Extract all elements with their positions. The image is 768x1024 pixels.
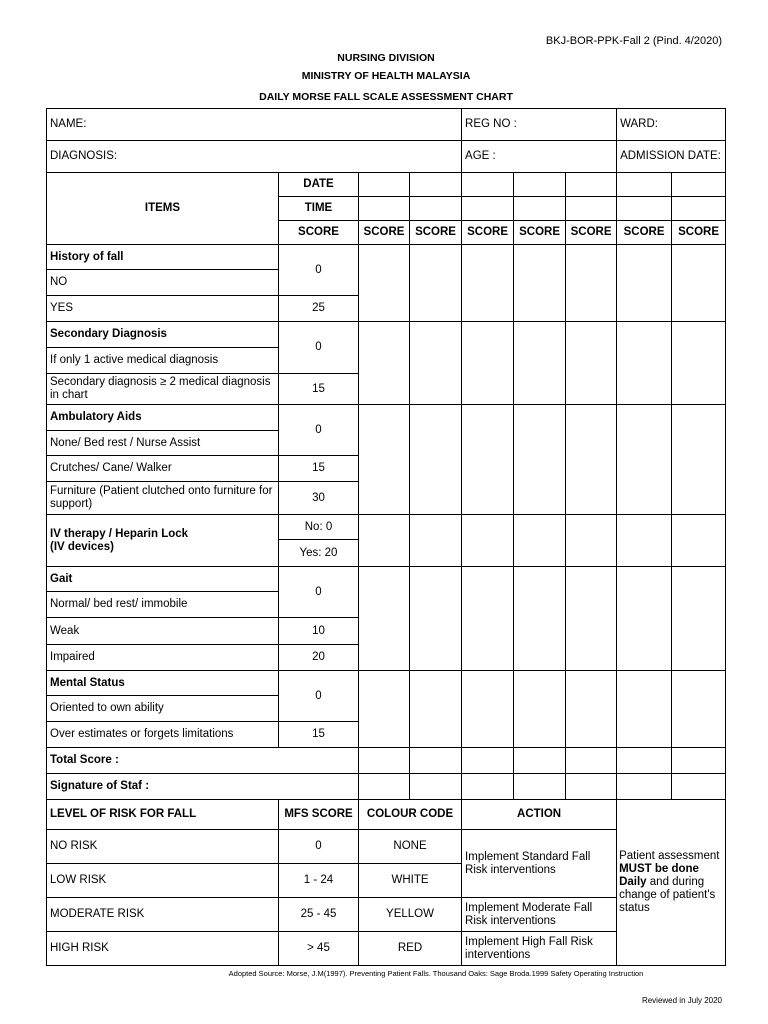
score-entry[interactable] — [672, 405, 726, 515]
score-entry[interactable] — [514, 405, 566, 515]
score-entry[interactable] — [359, 567, 410, 671]
score-entry[interactable] — [462, 405, 514, 515]
ambulatory-crutches: Crutches/ Cane/ Walker — [47, 456, 279, 482]
score-col-header: SCORE — [410, 221, 462, 245]
patient-row-1 — [47, 109, 726, 141]
score-entry[interactable] — [672, 322, 726, 405]
ward-field[interactable]: WARD: — [617, 109, 726, 141]
date-label: DATE — [279, 173, 359, 197]
signature-cell[interactable] — [359, 774, 410, 800]
mfs-score-header: MFS SCORE — [279, 800, 359, 830]
division-heading: NURSING DIVISION — [337, 52, 435, 64]
chart-title: DAILY MORSE FALL SCALE ASSESSMENT CHART — [259, 91, 513, 103]
ambulatory-furniture-score: 30 — [279, 482, 359, 515]
score-entry[interactable] — [462, 671, 514, 748]
reviewed-date: Reviewed in July 2020 — [641, 996, 722, 1005]
action-moderate: Implement Moderate Fall Risk interventions — [462, 898, 617, 932]
colour-code-header: COLOUR CODE — [359, 800, 462, 830]
score-entry[interactable] — [514, 245, 566, 322]
score-entry[interactable] — [462, 515, 514, 567]
admission-date-field[interactable]: ADMISSION DATE: — [617, 141, 726, 173]
risk-level: LOW RISK — [47, 864, 279, 898]
score-entry[interactable] — [617, 671, 672, 748]
secondary-two: Secondary diagnosis ≥ 2 medical diagnosis in chart — [47, 374, 279, 405]
assessment-note — [617, 800, 726, 966]
score-col-header: SCORE — [672, 221, 726, 245]
history-yes: YES — [47, 296, 279, 322]
score-entry[interactable] — [410, 322, 462, 405]
total-cell[interactable] — [566, 748, 617, 774]
score-entry[interactable] — [617, 515, 672, 567]
ambulatory-none: None/ Bed rest / Nurse Assist — [47, 431, 279, 456]
score-entry[interactable] — [514, 322, 566, 405]
secondary-one: If only 1 active medical diagnosis — [47, 348, 279, 374]
risk-level: NO RISK — [47, 830, 279, 864]
score-entry[interactable] — [359, 322, 410, 405]
gait-weak-score: 10 — [279, 618, 359, 645]
time-cell[interactable] — [410, 197, 462, 221]
ambulatory-none-score: 0 — [279, 405, 359, 456]
history-no: NO — [47, 270, 279, 296]
action-standard: Implement Standard Fall Risk interventions — [462, 830, 617, 898]
history-title: History of fall — [47, 245, 279, 270]
gait-impaired: Impaired — [47, 645, 279, 671]
time-label: TIME — [279, 197, 359, 221]
score-entry[interactable] — [672, 515, 726, 567]
score-entry[interactable] — [410, 515, 462, 567]
iv-title — [47, 515, 279, 567]
ambulatory-crutches-score: 15 — [279, 456, 359, 482]
assessment-table-main — [46, 108, 726, 966]
score-col-header: SCORE — [462, 221, 514, 245]
score-entry[interactable] — [462, 245, 514, 322]
date-cell[interactable] — [617, 173, 672, 197]
mental-title-row — [47, 671, 726, 696]
risk-mfs: 25 - 45 — [279, 898, 359, 932]
score-entry[interactable] — [410, 405, 462, 515]
date-row — [47, 173, 726, 197]
date-cell[interactable] — [514, 173, 566, 197]
score-entry[interactable] — [617, 322, 672, 405]
score-col-header: SCORE — [359, 221, 410, 245]
score-entry[interactable] — [566, 671, 617, 748]
total-cell[interactable] — [462, 748, 514, 774]
iv-title-line2: (IV devices) — [50, 540, 114, 553]
score-entry[interactable] — [672, 671, 726, 748]
score-entry[interactable] — [410, 245, 462, 322]
score-entry[interactable] — [462, 322, 514, 405]
time-cell[interactable] — [359, 197, 410, 221]
signature-label: Signature of Staf : — [47, 774, 359, 800]
time-cell[interactable] — [462, 197, 514, 221]
note-pre: Patient assessment — [619, 850, 720, 862]
mental-title: Mental Status — [47, 671, 279, 696]
signature-cell[interactable] — [672, 774, 726, 800]
risk-level: MODERATE RISK — [47, 898, 279, 932]
score-entry[interactable] — [410, 671, 462, 748]
score-entry[interactable] — [617, 567, 672, 671]
gait-weak: Weak — [47, 618, 279, 645]
total-score-label: Total Score : — [47, 748, 359, 774]
score-col-header: SCORE — [566, 221, 617, 245]
history-yes-score: 25 — [279, 296, 359, 322]
risk-colour: RED — [359, 932, 462, 966]
date-cell[interactable] — [566, 173, 617, 197]
time-cell[interactable] — [566, 197, 617, 221]
signature-cell[interactable] — [566, 774, 617, 800]
risk-mfs: > 45 — [279, 932, 359, 966]
source-citation: Adopted Source: Morse, J.M(1997). Preventing Patient Falls. Thousand Oaks: Sage Broda.1999 Safety Operating Instruction — [228, 969, 644, 978]
gait-impaired-score: 20 — [279, 645, 359, 671]
gait-title: Gait — [47, 567, 279, 592]
items-header: ITEMS — [47, 173, 279, 245]
ambulatory-title: Ambulatory Aids — [47, 405, 279, 431]
secondary-one-score: 0 — [279, 322, 359, 374]
risk-colour: WHITE — [359, 864, 462, 898]
mental-over-score: 15 — [279, 722, 359, 748]
ambulatory-title-row — [47, 405, 726, 431]
date-cell[interactable] — [462, 173, 514, 197]
risk-level-header: LEVEL OF RISK FOR FALL — [47, 800, 279, 830]
mental-oriented-score: 0 — [279, 671, 359, 722]
date-cell[interactable] — [672, 173, 726, 197]
score-entry[interactable] — [359, 245, 410, 322]
score-entry[interactable] — [672, 245, 726, 322]
name-field[interactable]: NAME: — [47, 109, 462, 141]
note-post: and during change of patient's status — [619, 876, 716, 914]
risk-mfs: 1 - 24 — [279, 864, 359, 898]
action-high: Implement High Fall Risk interventions — [462, 932, 617, 966]
secondary-two-score: 15 — [279, 374, 359, 405]
risk-mfs: 0 — [279, 830, 359, 864]
score-entry[interactable] — [566, 322, 617, 405]
patient-row-2 — [47, 141, 726, 173]
signature-cell[interactable] — [462, 774, 514, 800]
time-cell[interactable] — [617, 197, 672, 221]
total-cell[interactable] — [514, 748, 566, 774]
mental-oriented: Oriented to own ability — [47, 696, 279, 722]
ambulatory-furniture: Furniture (Patient clutched onto furniture for support) — [47, 482, 279, 515]
gait-normal: Normal/ bed rest/ immobile — [47, 592, 279, 618]
diagnosis-field[interactable]: DIAGNOSIS: — [47, 141, 462, 173]
score-entry[interactable] — [566, 405, 617, 515]
history-title-row — [47, 245, 726, 270]
iv-no-row — [47, 515, 726, 540]
reg-no-field[interactable]: REG NO : — [462, 109, 617, 141]
secondary-title-row — [47, 322, 726, 348]
score-entry[interactable] — [514, 515, 566, 567]
mental-over: Over estimates or forgets limitations — [47, 722, 279, 748]
iv-title-line1: IV therapy / Heparin Lock — [50, 527, 189, 540]
time-cell[interactable] — [672, 197, 726, 221]
gait-title-row — [47, 567, 726, 592]
score-entry[interactable] — [359, 405, 410, 515]
iv-yes-score: Yes: 20 — [279, 540, 359, 567]
date-cell[interactable] — [359, 173, 410, 197]
total-cell[interactable] — [617, 748, 672, 774]
risk-header-row — [47, 800, 726, 830]
action-header: ACTION — [462, 800, 617, 830]
score-entry[interactable] — [514, 567, 566, 671]
age-field[interactable]: AGE : — [462, 141, 617, 173]
score-col-header: SCORE — [617, 221, 672, 245]
score-entry[interactable] — [462, 567, 514, 671]
risk-colour: NONE — [359, 830, 462, 864]
score-entry[interactable] — [566, 245, 617, 322]
risk-colour: YELLOW — [359, 898, 462, 932]
score-entry[interactable] — [359, 515, 410, 567]
score-col-header: SCORE — [514, 221, 566, 245]
iv-no-score: No: 0 — [279, 515, 359, 540]
signature-cell[interactable] — [514, 774, 566, 800]
total-cell[interactable] — [672, 748, 726, 774]
signature-cell[interactable] — [410, 774, 462, 800]
score-entry[interactable] — [410, 567, 462, 671]
signature-row — [47, 774, 726, 800]
gait-normal-score: 0 — [279, 567, 359, 618]
history-no-score: 0 — [279, 245, 359, 296]
total-cell[interactable] — [359, 748, 410, 774]
risk-level: HIGH RISK — [47, 932, 279, 966]
signature-cell[interactable] — [617, 774, 672, 800]
ministry-heading: MINISTRY OF HEALTH MALAYSIA — [301, 70, 471, 82]
score-label: SCORE — [279, 221, 359, 245]
score-entry[interactable] — [359, 671, 410, 748]
date-cell[interactable] — [410, 173, 462, 197]
score-entry[interactable] — [672, 567, 726, 671]
note-must: MUST be done Daily — [619, 863, 699, 888]
score-entry[interactable] — [617, 245, 672, 322]
score-entry[interactable] — [566, 567, 617, 671]
score-entry[interactable] — [617, 405, 672, 515]
total-cell[interactable] — [410, 748, 462, 774]
score-entry[interactable] — [514, 671, 566, 748]
score-entry[interactable] — [566, 515, 617, 567]
time-cell[interactable] — [514, 197, 566, 221]
form-code: BKJ-BOR-PPK-Fall 2 (Pind. 4/2020) — [545, 35, 722, 47]
secondary-title: Secondary Diagnosis — [47, 322, 279, 348]
total-row — [47, 748, 726, 774]
